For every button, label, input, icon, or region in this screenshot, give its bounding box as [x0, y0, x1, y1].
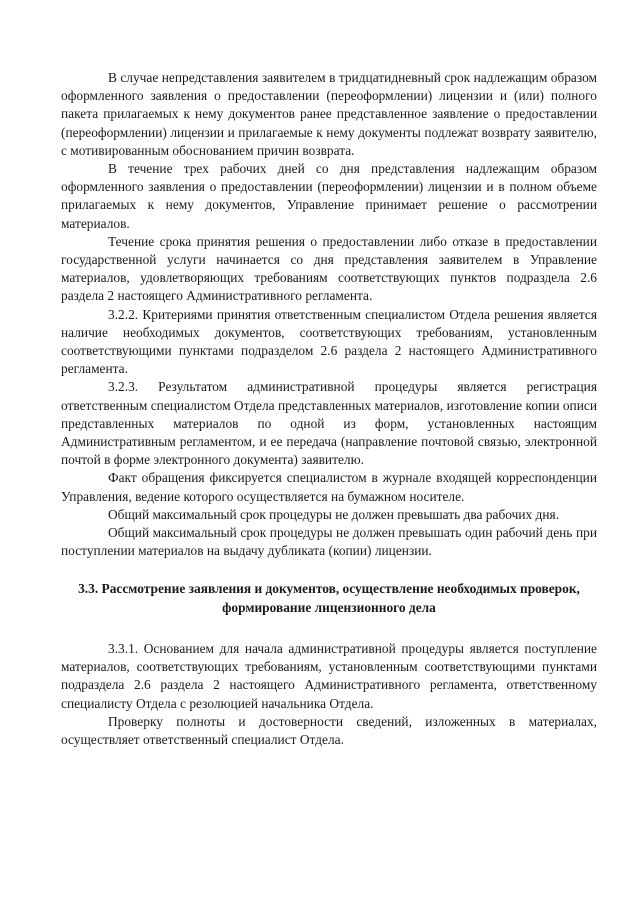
- paragraph-registration-fact: Факт обращения фиксируется специалистом в журнале входящей корреспонденции Управления, ведение которого осуществляется на бумажном носителе.: [61, 470, 597, 504]
- paragraph-max-term-one-day: Общий максимальный срок процедуры не должен превышать один рабочий день при поступлении материалов на выдачу дубликата (копии) лицензии.: [61, 525, 597, 559]
- paragraph-3-2-2: 3.2.2. Критериями принятия ответственным специалистом Отдела решения является наличие необходимых документов, соответствующих требованиям, установленным соответствующими пунктами подразделом 2.6 раздела 2 настоящего Административного регламента.: [61, 306, 597, 377]
- paragraph-3-2-3: 3.2.3. Результатом административной процедуры является регистрация ответственным специалистом Отдела представленных материалов, изготовление копии описи представленных материалов по одной из форм, установленных настоящим Административным регламентом, и ее передача (направление почтовой связью, электронной почтой в форме электронного документа) заявителю.: [61, 379, 597, 468]
- paragraph-completeness-check: Проверку полноты и достоверности сведений, изложенных в материалах, осуществляет ответственный специалист Отдела.: [61, 713, 597, 747]
- section-heading-3-3: 3.3. Рассмотрение заявления и документов, осуществление необходимых проверок, формирование лицензионного дела: [78, 581, 580, 615]
- paragraph-decision-on-review: В течение трех рабочих дней со дня представления надлежащим образом оформленного заявления о предоставлении (переоформлении) лицензии и в полном объеме прилагаемых к нему документов, Управление принимает решение о рассмотрении материалов.: [61, 161, 597, 231]
- paragraph-decision-period: Течение срока принятия решения о предоставлении либо отказе в предоставлении государственной услуги начинается со дня представления заявителем в Управление материалов, удовлетворяющих требованиям соответствующих пунктов подраздела 2.6 раздела 2 настоящего Административного регламента.: [61, 233, 597, 304]
- paragraph-3-3-1: 3.3.1. Основанием для начала административной процедуры является поступление материалов, соответствующих требованиям, установленным соответствующими пунктами подраздела 2.6 раздела 2 настоящего Административного регламента, ответственному специалисту Отдела с резолюцией начальника Отдела.: [61, 640, 597, 711]
- paragraph-max-term-two-days: Общий максимальный срок процедуры не должен превышать два рабочих дня.: [108, 506, 560, 522]
- paragraph-return-of-documents: В случае непредставления заявителем в тридцатидневный срок надлежащим образом оформленного заявления о предоставлении (переоформлении) лицензии и (или) полного пакета прилагаемых к нему документов ранее представленное заявление о предоставлении (переоформлении) лицензии и прилагаемые к нему документы подлежат возврату заявителю, с мотивированным обоснованием причин возврата.: [61, 70, 597, 158]
- document-body: [61, 69, 597, 749]
